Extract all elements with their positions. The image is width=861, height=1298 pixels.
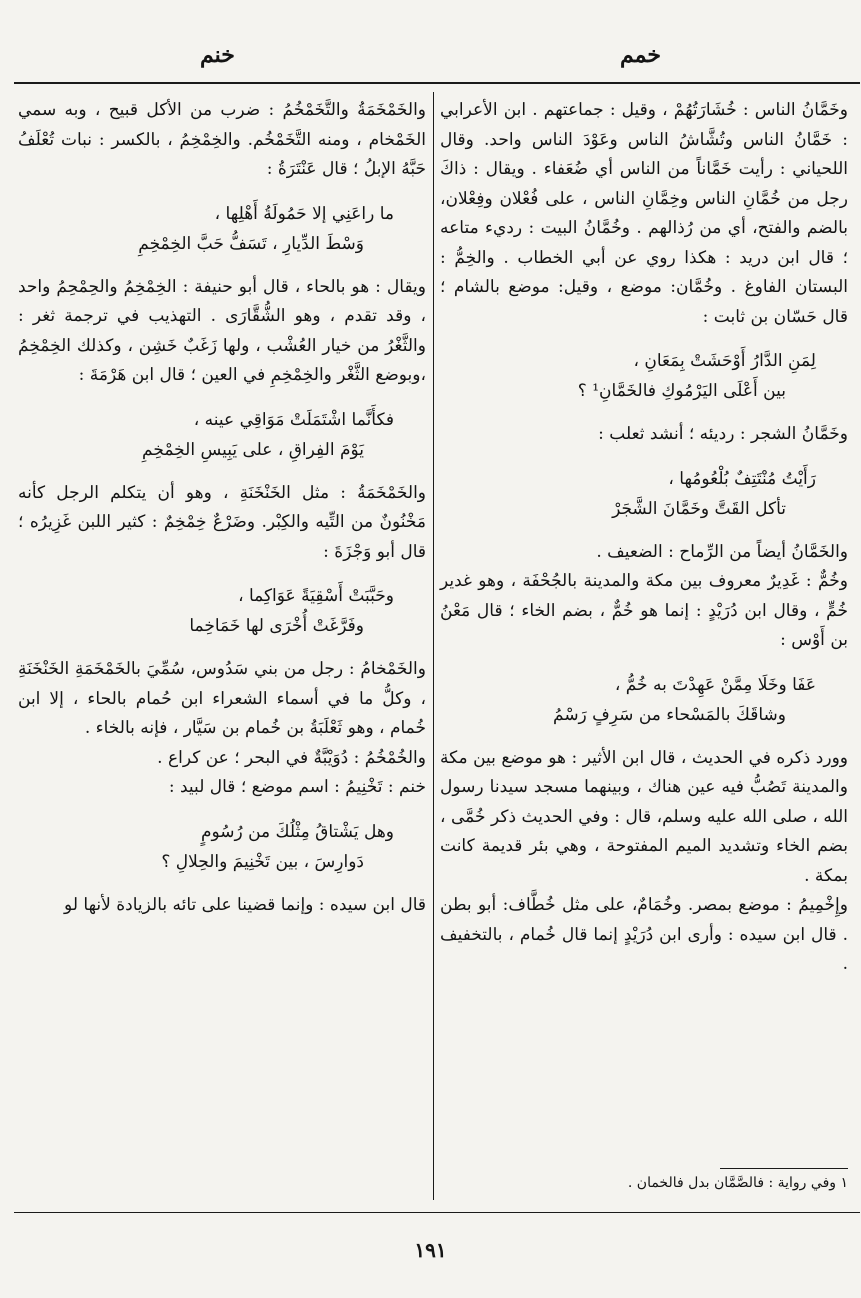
verse-line: وفَرَّغَتْ أُخْرَى لها خَمَاخِما bbox=[189, 616, 364, 636]
verse-line: وهل يَشْتاقُ مِثْلُكَ من رُسُومٍ bbox=[200, 821, 394, 842]
entry-paragraph: وخَمَّانُ الناس : خُشَارَتُهُمْ ، وقيل : جماعتهم . ابن الأعرابي : خَمَّانُ الناس وتُشَّاشُ الناس وعَوْدَ الناس واحد. وقال اللحياني : رأيت خَمَّاناً من الناس أي ضُعَفاء . ويقال : ذاكَ رجل من خُمَّانِ الناس وخِمَّانِ الناس ، على فُعْلان وفِعْلان، بالضم والفتح، أي من رُذالهم . وخُمَّانُ البيت : رديء متاعه ؛ قال ابن دريد : هكذا روي عن أبي الخطاب . والخِمُّ : البستان الفاوغ . وخُمَّان: موضع ، وقيل: موضع بالشام ؛ قال حَسّان بن ثابت : bbox=[440, 100, 848, 327]
entry-paragraph: وخَمَّانُ الشجر : رديئه ؛ أنشد ثعلب : bbox=[598, 424, 848, 444]
top-rule bbox=[14, 82, 860, 84]
footnote: ١ وفي رواية : فالصَّمَّان بدل فالخمان . bbox=[627, 1175, 848, 1191]
poem-verse bbox=[440, 464, 848, 524]
verse-line: وَسْطَ الدِّيارِ ، تَسَفُّ حَبَّ الخِمْخِمِ bbox=[138, 233, 364, 254]
poem-verse bbox=[18, 581, 426, 641]
entry-paragraph: قال ابن سيده : وإنما قضينا على تائه بالزيادة لأنها لو bbox=[64, 894, 426, 915]
verse-line: تأكل القَتَّ وخَمَّانَ الشَّجَرْ bbox=[612, 498, 786, 519]
entry-paragraph: وخُمٌّ : غَدِيرٌ معروف بين مكة والمدينة بالجُحْفَة ، وهو غدير خُمٍّ ، وقال ابن دُرَيْدٍ : إنما هو خُمٌّ ، بضم الخاء ؛ قال مَعْنُ بن أَوْس : bbox=[440, 571, 848, 650]
column-divider bbox=[433, 92, 434, 1200]
verse-line: رَأَيْتُ مُنْتَتِفٌ بُلْعُومُها ، bbox=[668, 468, 816, 489]
right-column bbox=[440, 96, 848, 980]
poem-verse bbox=[18, 817, 426, 877]
right-header-word: خمم bbox=[620, 42, 661, 68]
verse-line: ما راعَنِي إلا حَمُولَةُ أَهْلِها ، bbox=[214, 203, 394, 224]
left-column bbox=[18, 96, 426, 920]
poem-verse bbox=[440, 670, 848, 730]
verse-line: فكأَنَّما اشْتَمَلَتْ مَوَاقِي عينه ، bbox=[193, 409, 394, 430]
poem-verse bbox=[440, 346, 848, 406]
entry-paragraph: والخُمْخُمُ : دُوَيْبَّةٌ في البحر ؛ عن كراع . bbox=[157, 747, 426, 768]
verse-line: عَفَا وخَلَا مِمَّنْ عَهِدْتَ به خُمُّ ، bbox=[614, 674, 816, 695]
poem-verse bbox=[18, 405, 426, 465]
entry-paragraph: ويقال : هو بالحاء ، قال أبو حنيفة : الخِمْخِمُ والحِمْحِمُ واحد ، وقد تقدم ، وهو الشُّقَّارَى . التهذيب في ترجمة ثغر : والثَّغْرُ من خيار العُشْب ، ولها زَغَبٌ خَشِن ، وكذلك الخِمْخِمُ ،وبوضع الثَّغْر والخِمْخِمِ في العين ؛ قال ابن هَرْمَةَ : bbox=[18, 276, 426, 385]
verse-line: وشاقَكَ بالمَسْحاء من سَرِفٍ رَسْمُ bbox=[553, 704, 786, 725]
poem-verse bbox=[18, 199, 426, 259]
verse-line: دَوارِسَ ، بين تَخْنِيمَ والحِلالِ ؟ bbox=[161, 851, 364, 872]
entry-paragraph: والخَمْخَمَةُ : مثل الخَنْخَنَةِ ، وهو أن يتكلم الرجل كأنه مَخْنُونٌ من التِّيه والكِبْر. وضَرْعٌ خِمْخِمٌ : كثير اللبن غَزِيرُه ؛ قال أبو وَجْزَةَ : bbox=[18, 482, 426, 562]
entry-paragraph: خنم : تَخْنِيمُ : اسم موضع ؛ قال لبيد : bbox=[168, 777, 426, 797]
footnote-rule bbox=[720, 1168, 848, 1169]
verse-line: وحَبَّبَتْ أَسْقِيَةً عَوَاكِما ، bbox=[238, 586, 394, 606]
verse-line: يَوْمَ الفِراقِ ، على يَبِيسِ الخِمْخِمِ bbox=[142, 439, 364, 460]
left-header-word: خنم bbox=[200, 42, 235, 68]
entry-paragraph: والخَمْخامُ : رجل من بني سَدُوس، سُمِّيَ بالخَمْخَمَةِ الخَنْخَنَةِ ، وكلُّ ما في أسماء الشعراء ابن حُمام بالحاء ، إلا ابن خُمام ، وهو ثَعْلَبَةُ بن خُمام بن سَيَّار ، فإنه بالخاء . bbox=[18, 659, 426, 738]
entry-paragraph: والخَمْخَمَةُ والتَّخَمْخُمُ : ضرب من الأكل قبيح ، وبه سمي الخَمْخام ، ومنه التَّخَمْخُم. والخِمْخِمُ ، بالكسر : نبات تُعْلَفُ حَبَّهُ الإبلُ ؛ قال عَنْتَرَةُ : bbox=[18, 100, 426, 179]
verse-line: لِمَنِ الدَّارُ أَوْحَشَتْ بِمَعَانِ ، bbox=[633, 351, 816, 371]
bottom-rule bbox=[14, 1212, 860, 1213]
entry-paragraph: والخَمَّانُ أيضاً من الرِّماح : الضعيف . bbox=[596, 541, 848, 562]
verse-line: بين أَعْلَى اليَرْمُوكِ فالخَمَّانِ¹ ؟ bbox=[577, 381, 786, 401]
page-number: ١٩١ bbox=[414, 1238, 447, 1262]
entry-paragraph: وإِخْمِيمُ : موضع بمصر. وخُمَامٌ، على مثل خُطَّاف: أبو بطن . قال ابن سيده : وأرى ابن دُرَيْدٍ إنما قال خُمام ، بالتخفيف . bbox=[440, 895, 848, 974]
entry-paragraph: وورد ذكره في الحديث ، قال ابن الأثير : هو موضع بين مكة والمدينة تَصُبُّ فيه عين هناك ، وبينهما مسجد سيدنا رسول الله ، صلى الله عليه وسلم، قال : وفي الحديث ذكر خُمَّى ، بضم الخاء وتشديد الميم المفتوحة ، وهي بئر قديمة كانت بمكة . bbox=[440, 747, 848, 886]
